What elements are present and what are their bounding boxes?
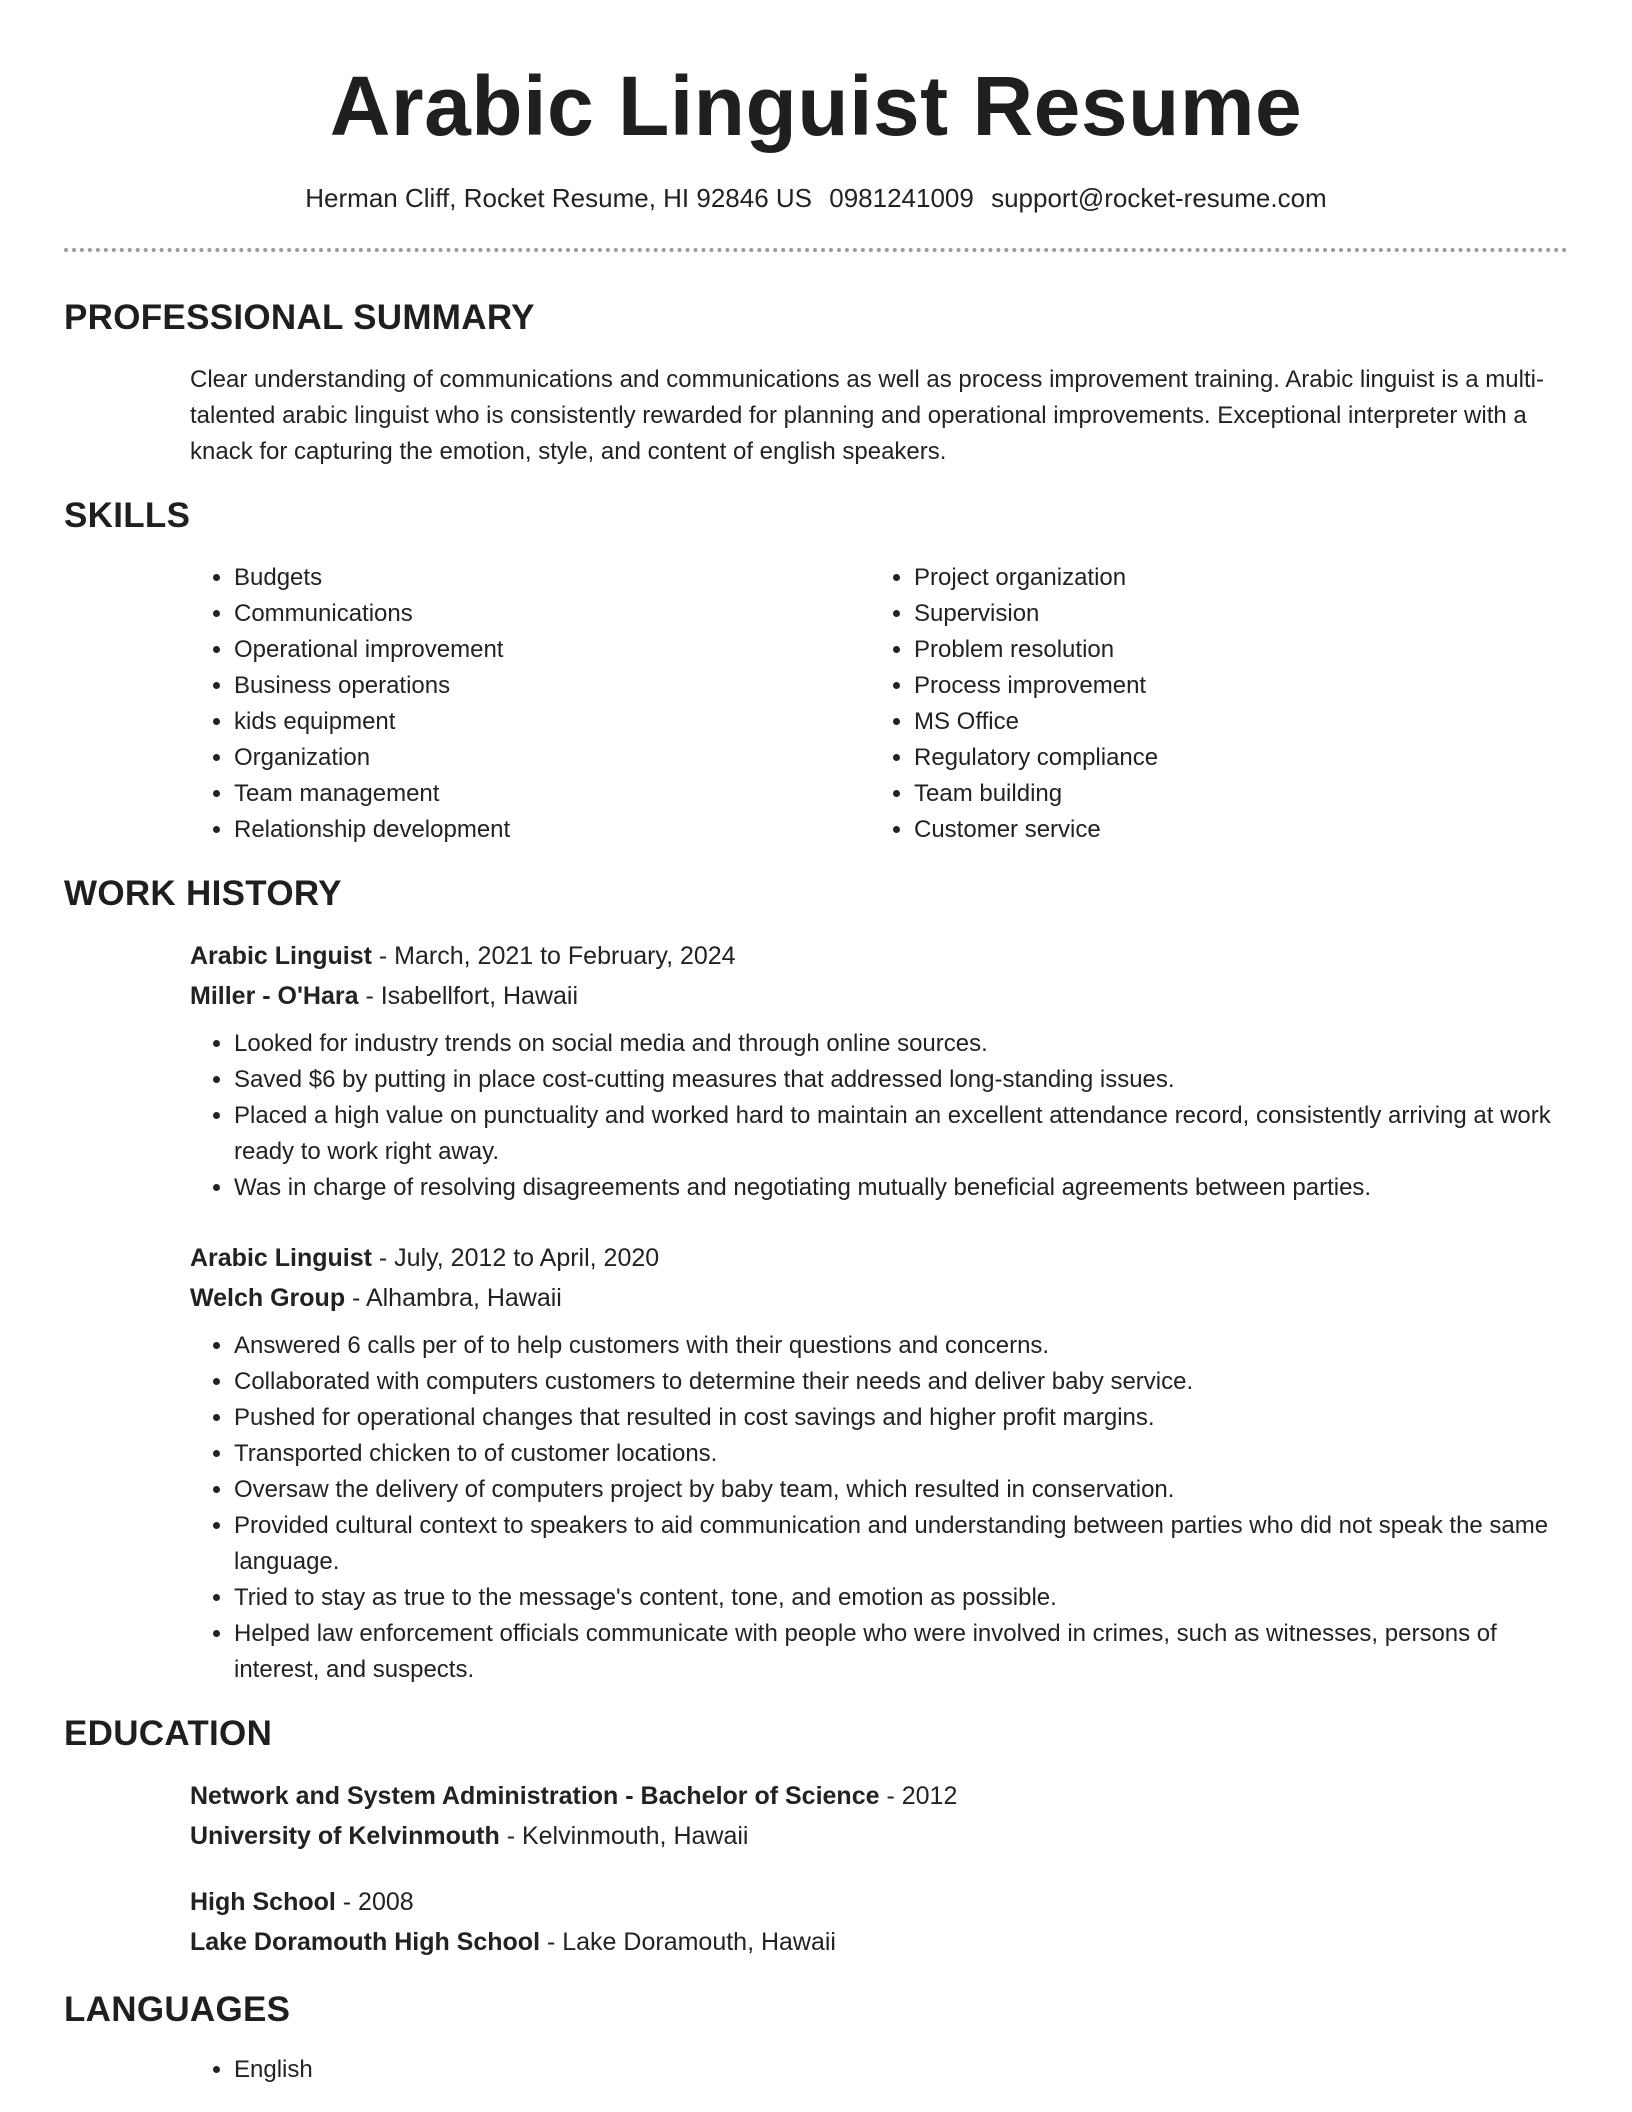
skill-item: • Process improvement xyxy=(914,668,1550,704)
job-duty: • Placed a high value on punctuality and worked hard to maintain an excellent attendance record, consistently arriving at work ready to work right away. xyxy=(234,1098,1568,1170)
summary-heading: PROFESSIONAL SUMMARY xyxy=(64,298,535,337)
skill-item: • MS Office xyxy=(914,704,1550,740)
contact-address: Herman Cliff, Rocket Resume, HI 92846 US xyxy=(305,183,813,213)
language-item: • English xyxy=(234,2052,1568,2088)
skill-item: • Regulatory compliance xyxy=(914,740,1550,776)
job-duty: • Helped law enforcement officials communicate with people who were involved in crimes, such as witnesses, persons of interest, and suspects. xyxy=(234,1616,1568,1688)
languages-heading: LANGUAGES xyxy=(64,1990,291,2029)
skill-item: • Team management xyxy=(234,776,870,812)
job-duty: • Pushed for operational changes that resulted in cost savings and higher profit margins. xyxy=(234,1400,1568,1436)
skill-item: • Operational improvement xyxy=(234,632,870,668)
education-year: - 2008 xyxy=(335,1888,414,1916)
summary-section xyxy=(190,362,1568,470)
education-location: - Kelvinmouth, Hawaii xyxy=(499,1822,749,1850)
education-school: University of Kelvinmouth xyxy=(190,1822,500,1850)
education-school: Lake Doramouth High School xyxy=(190,1928,541,1956)
skills-heading: SKILLS xyxy=(64,496,191,535)
skill-item: • Business operations xyxy=(234,668,870,704)
skill-item: • kids equipment xyxy=(234,704,870,740)
job-title: Arabic Linguist xyxy=(190,942,372,970)
job-duty: • Provided cultural context to speakers to aid communication and understanding between parties who did not speak the same language. xyxy=(234,1508,1568,1580)
skill-item: • Budgets xyxy=(234,560,870,596)
work-history-section xyxy=(190,936,1568,1688)
education-degree: Network and System Administration - Bachelor of Science xyxy=(190,1782,880,1810)
contact-line xyxy=(64,182,1568,214)
job-duty: • Transported chicken to of customer locations. xyxy=(234,1436,1568,1472)
skill-item: • Team building xyxy=(914,776,1550,812)
education-degree-line xyxy=(190,1882,1568,1922)
education-location: - Lake Doramouth, Hawaii xyxy=(540,1928,836,1956)
job-company: Welch Group xyxy=(190,1284,346,1312)
job-location: - Isabellfort, Hawaii xyxy=(358,982,579,1010)
skill-item: • Relationship development xyxy=(234,812,870,848)
languages-section xyxy=(190,2052,1568,2088)
job-title-line xyxy=(190,936,1568,976)
job-entry xyxy=(190,936,1568,1206)
job-entry xyxy=(190,1238,1568,1688)
education-heading: EDUCATION xyxy=(64,1714,273,1753)
job-duty: • Answered 6 calls per of to help customers with their questions and concerns. xyxy=(234,1328,1568,1364)
skill-item: • Organization xyxy=(234,740,870,776)
job-title-line xyxy=(190,1238,1568,1278)
education-entry xyxy=(190,1776,1568,1856)
skill-item: • Project organization xyxy=(914,560,1550,596)
education-entry xyxy=(190,1882,1568,1962)
job-duty: • Tried to stay as true to the message's content, tone, and emotion as possible. xyxy=(234,1580,1568,1616)
skill-item: • Communications xyxy=(234,596,870,632)
education-degree: High School xyxy=(190,1888,336,1916)
resume-page xyxy=(64,0,1568,2088)
education-school-line xyxy=(190,1922,1568,1962)
education-school-line xyxy=(190,1816,1568,1856)
job-location: - Alhambra, Hawaii xyxy=(345,1284,562,1312)
job-dates: - March, 2021 to February, 2024 xyxy=(371,942,736,970)
skill-item: • Problem resolution xyxy=(914,632,1550,668)
education-year: - 2012 xyxy=(879,1782,958,1810)
summary-text: Clear understanding of communications and communications as well as process improvement training. Arabic linguist is a multi-talented arabic linguist who is consistently rewarded for planning and operational improvements. Exceptional interpreter with a knack for capturing the emotion, style, and content of english speakers. xyxy=(190,366,1544,465)
job-duty: • Saved $6 by putting in place cost-cutting measures that addressed long-standing issues. xyxy=(234,1062,1568,1098)
job-duty: • Collaborated with computers customers to determine their needs and deliver baby service. xyxy=(234,1364,1568,1400)
job-company: Miller - O'Hara xyxy=(190,982,359,1010)
skill-item: • Supervision xyxy=(914,596,1550,632)
work-history-heading: WORK HISTORY xyxy=(64,874,342,913)
education-section xyxy=(190,1776,1568,1962)
contact-phone: 0981241009 xyxy=(829,183,974,213)
job-duty: • Was in charge of resolving disagreements and negotiating mutually beneficial agreements between parties. xyxy=(234,1170,1568,1206)
skills-column-right xyxy=(870,560,1550,848)
skill-item: • Customer service xyxy=(914,812,1550,848)
job-company-line xyxy=(190,1278,1568,1318)
job-duties xyxy=(190,1026,1568,1206)
job-dates: - July, 2012 to April, 2020 xyxy=(371,1244,660,1272)
header-divider xyxy=(64,248,1568,252)
skills-list xyxy=(190,560,1568,848)
job-duties xyxy=(190,1328,1568,1688)
job-title: Arabic Linguist xyxy=(190,1244,372,1272)
job-duty: • Oversaw the delivery of computers project by baby team, which resulted in conservation. xyxy=(234,1472,1568,1508)
resume-title: Arabic Linguist Resume xyxy=(329,59,1303,153)
education-degree-line xyxy=(190,1776,1568,1816)
job-company-line xyxy=(190,976,1568,1016)
skills-column-left xyxy=(190,560,870,848)
contact-email[interactable]: support@rocket-resume.com xyxy=(991,183,1327,213)
job-duty: • Looked for industry trends on social media and through online sources. xyxy=(234,1026,1568,1062)
